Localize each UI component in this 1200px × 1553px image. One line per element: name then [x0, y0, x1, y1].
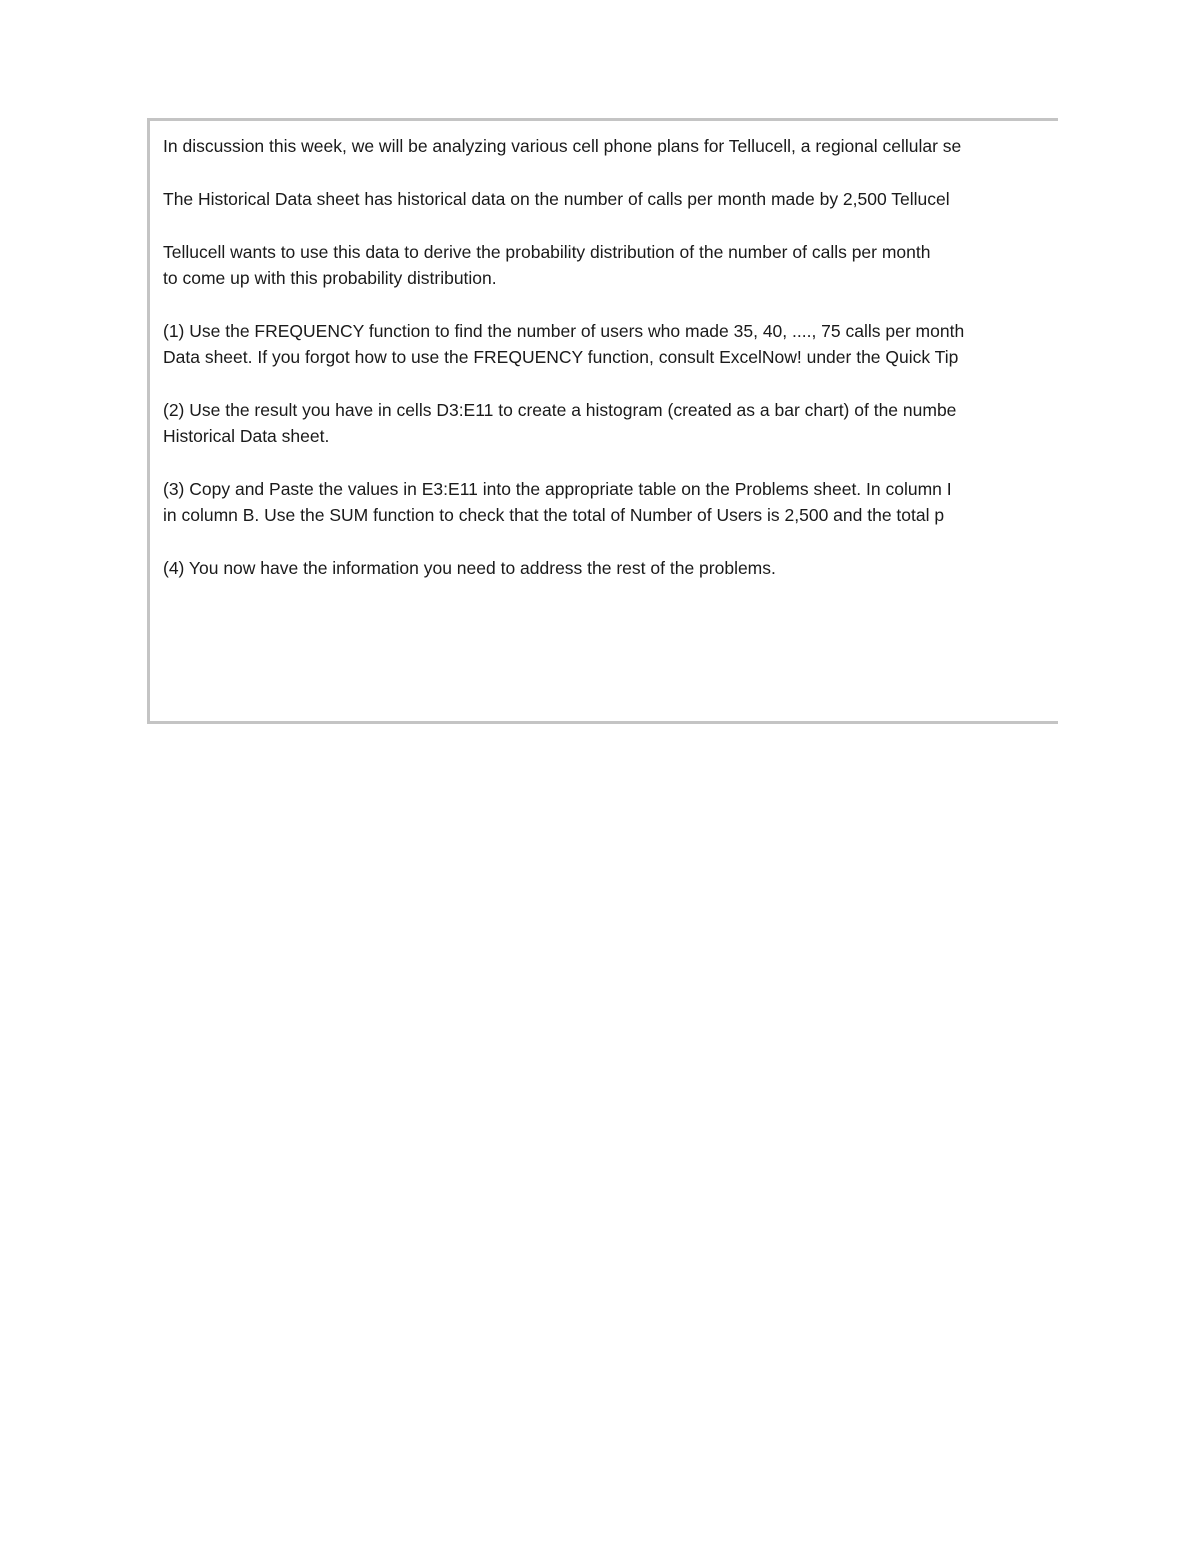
paragraph-line: (3) Copy and Paste the values in E3:E11 into the appropriate table on the Problems sheet. In column I: [163, 479, 952, 499]
paragraph-historical-data: [163, 186, 1058, 212]
paragraph-step-3: [163, 476, 1058, 528]
paragraph-line: (2) Use the result you have in cells D3:E11 to create a histogram (created as a bar chart) of the numbe: [163, 400, 957, 420]
paragraph-intro: [163, 133, 1058, 159]
paragraph-step-2: [163, 397, 1058, 449]
instructions-text-box: [147, 118, 1058, 724]
paragraph-line: Data sheet. If you forgot how to use the FREQUENCY function, consult ExcelNow! under the Quick Tip: [163, 347, 959, 367]
paragraph-line: in column B. Use the SUM function to check that the total of Number of Users is 2,500 and the total p: [163, 505, 945, 525]
paragraph-step-1: [163, 318, 1058, 370]
paragraph-line: In discussion this week, we will be analyzing various cell phone plans for Tellucell, a regional cellular se: [163, 136, 962, 156]
paragraph-line: to come up with this probability distribution.: [163, 268, 497, 288]
paragraph-line: The Historical Data sheet has historical data on the number of calls per month made by 2,500 Tellucel: [163, 189, 950, 209]
paragraph-line: Tellucell wants to use this data to derive the probability distribution of the number of calls per month: [163, 242, 931, 262]
paragraph-line: Historical Data sheet.: [163, 426, 330, 446]
paragraph-line: (1) Use the FREQUENCY function to find the number of users who made 35, 40, ...., 75 calls per month: [163, 321, 965, 341]
instructions-content: [163, 133, 1058, 608]
paragraph-step-4: [163, 555, 1058, 581]
paragraph-goal: [163, 239, 1058, 291]
paragraph-line: (4) You now have the information you need to address the rest of the problems.: [163, 558, 776, 578]
